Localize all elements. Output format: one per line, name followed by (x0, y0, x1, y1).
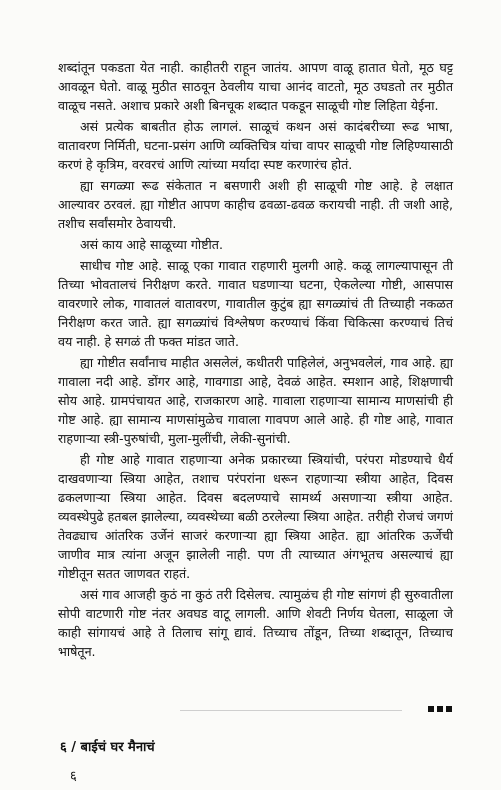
paragraph-1: शब्दांतून पकडता येत नाही. काहीतरी राहून जातंय. आपण वाळू हातात घेतो, मूठ घट्ट आवळून घेतो. वाळू मुठीत साठवून ठेवलीय याचा आनंद वाटतो, मूठ उघडतो तर मुठीत वाळूच नसते. अशाच प्रकारे अशी बिनचूक शब्दात पकडून साळूची गोष्ट लिहिता येईना. (58, 60, 453, 113)
end-mark-square (437, 706, 443, 712)
running-footer: ६ / बाईचं घर मैनाचं (60, 740, 155, 755)
bottom-rule (180, 710, 402, 711)
page-number: ६ (70, 769, 77, 784)
paragraph-3: ह्या सगळ्या रूढ संकेतात न बसणारी अशी ही साळूची गोष्ट आहे. हे लक्षात आल्यावर ठरवलं. ह्या गोष्टीत आपण काहीच ढवळा-ढवळ करायची नाही. ती जशी आहे, तशीच सर्वांसमोर ठेवायची. (58, 178, 453, 231)
section-end-mark (428, 706, 452, 712)
paragraph-6: ह्या गोष्टीत सर्वांनाच माहीत असलेलं, कधीतरी पाहिलेलं, अनुभवलेलं, गाव आहे. ह्या गावाला नदी आहे. डोंगर आहे, गावगाडा आहे, देवळं आहेत. स्मशान आहे, शिक्षणाची सोय आहे. ग्रामपंचायत आहे, राजकारण आहे. गावाला राहणाऱ्या सामान्य माणसांची ही गोष्ट आहे. ह्या सामान्य माणसांमुळेच गावाला गावपण आले आहे. ही गोष्ट आहे, गावात राहणाऱ्या स्त्री-पुरुषांची, मुला-मुलींची, लेकी-सुनांची. (58, 355, 453, 446)
paragraph-7: ही गोष्ट आहे गावात राहणाऱ्या अनेक प्रकारच्या स्त्रियांची, परंपरा मोडण्याचे धैर्य दाखवणाऱ्या स्त्रिया आहेत, तशाच परंपरांना धरून राहणाऱ्या स्त्रीया आहेत, दिवस ढकलणाऱ्या स्त्रिया आहेत. दिवस बदलण्याचे सामर्थ्य असणाऱ्या स्त्रीया आहेत. व्यवस्थेपुढे हतबल झालेल्या, व्यवस्थेच्या बळी ठरलेल्या स्त्रिया आहेत. तरीही रोजचं जगणं तेवढ्याच आंतरिक उर्जेनं साजरं करणाऱ्या ह्या स्त्रिया आहेत. ह्या आंतरिक ऊर्जेची जाणीव मात्र त्यांना अजून झालेली नाही. पण ती त्याच्यात अंगभूतच असल्याचं ह्या गोष्टीतून सतत जाणवत राहतं. (58, 452, 453, 581)
paragraph-2: असं प्रत्येक बाबतीत होऊ लागलं. साळूचं कथन असं कादंबरीच्या रूढ भाषा, वातावरण निर्मिती, घटना-प्रसंग आणि व्यक्तिचित्र यांचा वापर साळूची गोष्ट लिहिण्यासाठी करणं हे कृत्रिम, वरवरचं आणि त्यांच्या मर्यादा स्पष्ट करणारंच होतं. (58, 119, 453, 172)
end-mark-square (446, 706, 452, 712)
page-body (58, 58, 453, 663)
end-mark-square (428, 706, 434, 712)
paragraph-4: असं काय आहे साळूच्या गोष्टीत. (80, 237, 223, 252)
paragraph-8: असं गाव आजही कुठं ना कुठं तरी दिसेलच. त्यामुळंच ही गोष्ट सांगणं ही सुरुवातीला सोपी वाटणारी गोष्ट नंतर अवघड वाटू लागली. आणि शेवटी निर्णय घेतला, साळूला जे काही सांगायचं आहे ते तिलाच सांगू द्यावं. तिच्याच तोंडून, तिच्या शब्दातून, तिच्याच भाषेतून. (58, 587, 453, 659)
paragraph-5: साधीच गोष्ट आहे. साळू एका गावात राहणारी मुलगी आहे. कळू लागल्यापासून ती तिच्या भोवतालचं निरीक्षण करते. गावात घडणाऱ्या घटना, ऐकलेल्या गोष्टी, आसपास वावरणारे लोक, गावातलं वातावरण, गावातील कुटुंब ह्या सगळ्यांचं ती तिच्याही नकळत निरीक्षण करत जाते. ह्या सगळ्यांचं विश्लेषण करण्याचं किंवा चिकित्सा करण्याचं तिचं वय नाही. हे सगळं ती फक्त मांडत जाते. (58, 258, 453, 349)
